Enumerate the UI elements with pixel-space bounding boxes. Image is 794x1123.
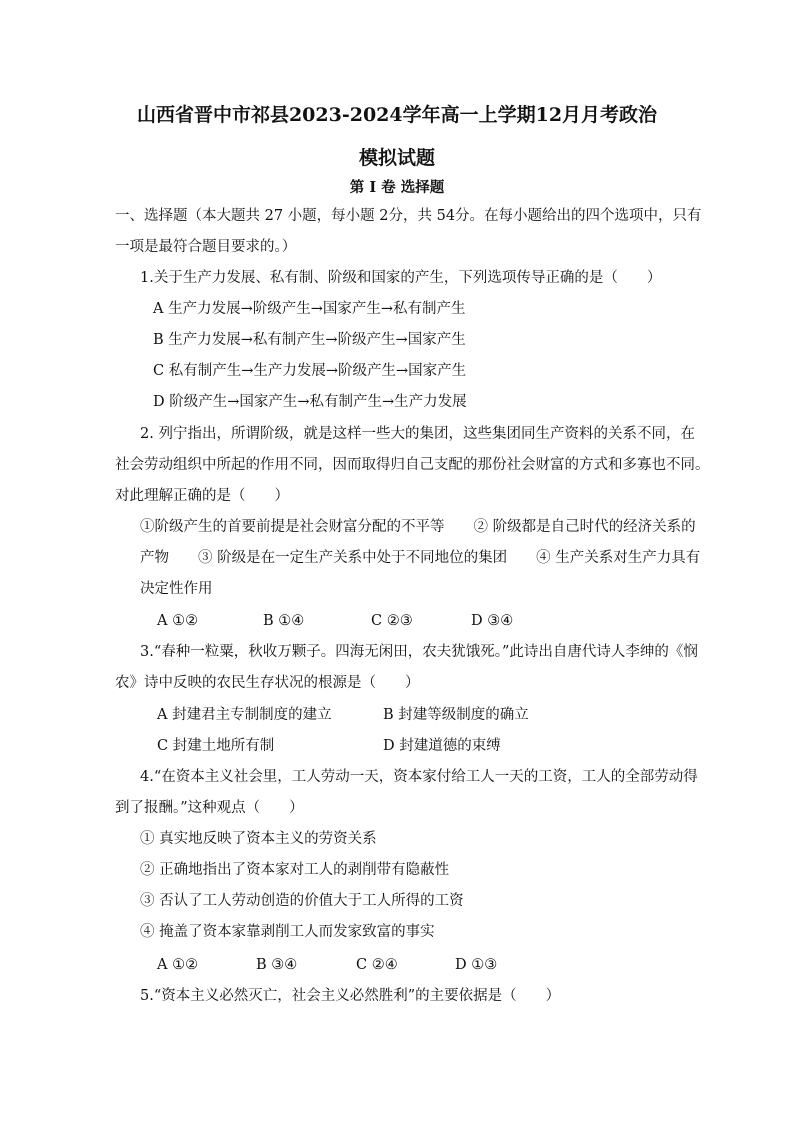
question-3-option-a: A 封建君主专制制度的建立: [157, 707, 332, 723]
question-2-option-a: A ①②: [157, 613, 199, 629]
question-4-option-c: C ②④: [356, 957, 398, 973]
question-3-stem-line-1: 3.“春种一粒粟，秋收万颗子。四海无闲田，农夫犹饿死。”此诗出自唐代诗人李绅的《悯: [140, 644, 698, 660]
question-2-statements-line-2: 产物 ③ 阶级是在一定生产关系中处于不同地位的集团 ④ 生产关系对生产力具有: [140, 550, 701, 566]
question-4-option-b: B ③④: [256, 957, 298, 973]
document-title-line-2: 模拟试题: [358, 147, 435, 169]
question-4-option-d: D ①③: [455, 957, 498, 973]
question-2-statements-line-1: ①阶级产生的首要前提是社会财富分配的不平等 ② 阶级都是自己时代的经济关系的: [140, 519, 696, 535]
question-2-option-b: B ①④: [263, 613, 305, 629]
question-3-option-b: B 封建等级制度的确立: [383, 707, 529, 723]
question-2-option-c: C ②③: [371, 613, 413, 629]
section-heading: 第 I 卷 选择题: [349, 179, 445, 196]
question-4-stem-line-1: 4.“在资本主义社会里，工人劳动一天，资本家付给工人一天的工资，工人的全部劳动得: [140, 769, 698, 785]
question-4-statement-1: ① 真实地反映了资本主义的劳资关系: [140, 831, 377, 847]
question-2-option-d: D ③④: [471, 613, 514, 629]
question-3-stem-line-2: 农》诗中反映的农民生存状况的根源是（ ）: [115, 675, 420, 691]
instructions-line-2: 一项是最符合题目要求的。）: [115, 239, 297, 255]
question-2-options: [157, 611, 513, 631]
question-1-option-c: C 私有制产生→生产力发展→阶级产生→国家产生: [153, 363, 467, 379]
question-3-options-row-2: [157, 736, 501, 756]
question-4-options: [157, 955, 497, 975]
question-2-stem-line-1: 2. 列宁指出，所谓阶级，就是这样一些大的集团，这些集团同生产资料的关系不同，在: [140, 426, 695, 442]
question-2-statements-line-3: 决定性作用: [140, 581, 213, 597]
question-3-option-d: D 封建道德的束缚: [383, 738, 501, 754]
question-4-statement-2: ② 正确地指出了资本家对工人的剥削带有隐蔽性: [140, 862, 450, 878]
question-5-stem: 5.“资本主义必然灭亡，社会主义必然胜利”的主要依据是（ ）: [140, 988, 561, 1004]
question-4-statement-3: ③ 否认了工人劳动创造的价值大于工人所得的工资: [140, 893, 464, 909]
question-1-option-d: D 阶级产生→国家产生→私有制产生→生产力发展: [153, 394, 467, 410]
instructions-line-1: 一、选择题（本大题共 27 小题，每小题 2分，共 54分。在每小题给出的四个选项中，只有: [115, 208, 702, 224]
question-1-option-b: B 生产力发展→私有制产生→阶级产生→国家产生: [153, 332, 466, 348]
question-2-stem-line-2: 社会劳动组织中所起的作用不同，因而取得归自己支配的那份社会财富的方式和多寡也不同。: [115, 457, 710, 473]
question-4-stem-line-2: 到了报酬。”这种观点（ ）: [115, 800, 304, 816]
question-2-stem-line-3: 对此理解正确的是（ ）: [115, 488, 289, 504]
question-1-option-a: A 生产力发展→阶级产生→国家产生→私有制产生: [153, 301, 466, 317]
question-4-statement-4: ④ 掩盖了资本家靠剥削工人而发家致富的事实: [140, 924, 435, 940]
question-4-option-a: A ①②: [157, 957, 199, 973]
question-1-stem: 1.关于生产力发展、私有制、阶级和国家的产生，下列选项传导正确的是（ ）: [140, 270, 662, 286]
question-3-option-c: C 封建土地所有制: [157, 738, 275, 754]
question-3-options-row-1: [157, 705, 529, 725]
document-title-line-1: 山西省晋中市祁县2023-2024学年高一上学期12月月考政治: [136, 104, 658, 126]
